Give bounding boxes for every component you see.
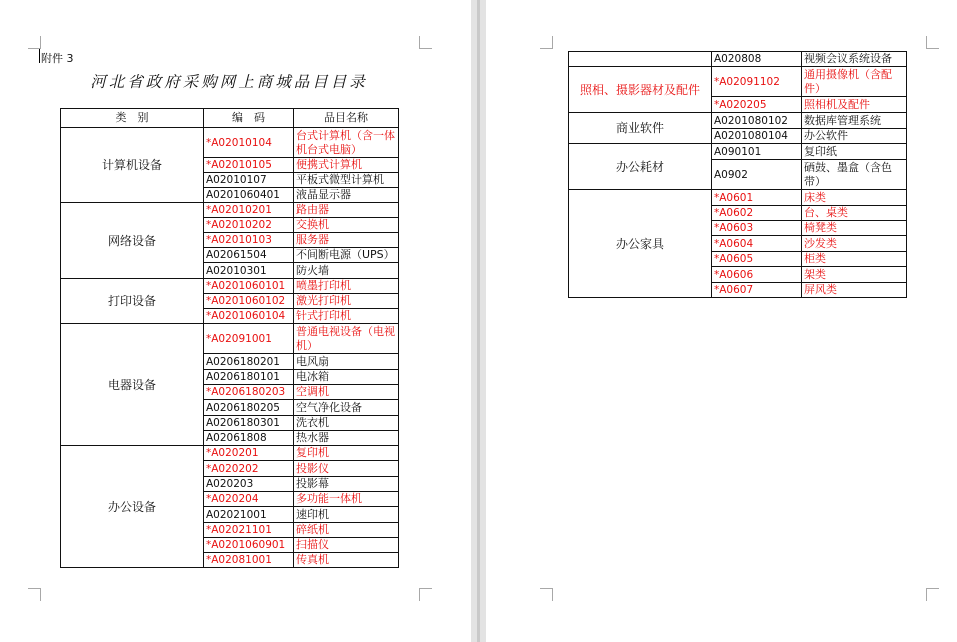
item-code-cell[interactable]: *A020202 [204, 461, 294, 477]
item-name-cell[interactable]: 投影幕 [294, 477, 399, 492]
item-name-cell[interactable]: 台、桌类 [802, 206, 907, 221]
item-name-cell[interactable]: 激光打印机 [294, 294, 399, 309]
crop-mark-bottom-right [419, 588, 432, 601]
category-cell[interactable]: 办公耗材 [569, 144, 712, 190]
table-row [61, 446, 399, 461]
header-code: 编 码 [204, 109, 294, 128]
header-item-name: 品目名称 [294, 109, 399, 128]
item-code-cell[interactable]: *A0604 [712, 236, 802, 252]
item-name-cell[interactable]: 不间断电源（UPS） [294, 248, 399, 263]
attachment-label[interactable]: 附件 3 [41, 52, 74, 65]
item-code-cell[interactable]: *A0605 [712, 252, 802, 267]
item-name-cell[interactable]: 台式计算机（含一体机台式电脑） [294, 128, 399, 158]
table-row [569, 190, 907, 206]
item-code-cell[interactable]: A0206180201 [204, 354, 294, 370]
category-cell[interactable]: 计算机设备 [61, 128, 204, 203]
item-name-cell[interactable]: 办公软件 [802, 129, 907, 144]
item-name-cell[interactable]: 多功能一体机 [294, 492, 399, 507]
item-code-cell[interactable]: *A02010105 [204, 158, 294, 173]
item-name-cell[interactable]: 硒鼓、墨盒（含色带） [802, 160, 907, 190]
item-code-cell[interactable]: A02010107 [204, 173, 294, 188]
item-code-cell[interactable]: *A02091001 [204, 324, 294, 354]
item-code-cell[interactable]: A0206180301 [204, 416, 294, 431]
item-code-cell[interactable]: *A0601 [712, 190, 802, 206]
item-code-cell[interactable]: *A0201060901 [204, 538, 294, 553]
crop-mark-top-right [419, 36, 432, 49]
page-divider [477, 0, 480, 642]
category-cell[interactable]: 照相、摄影器材及配件 [569, 67, 712, 113]
crop-mark-top-left [540, 36, 553, 49]
item-name-cell[interactable]: 扫描仪 [294, 538, 399, 553]
item-name-cell[interactable]: 速印机 [294, 507, 399, 523]
item-code-cell[interactable]: *A020204 [204, 492, 294, 507]
item-code-cell[interactable]: *A02010201 [204, 203, 294, 218]
item-name-cell[interactable]: 洗衣机 [294, 416, 399, 431]
item-code-cell[interactable]: A0206180205 [204, 400, 294, 416]
table-row [61, 128, 399, 158]
item-name-cell[interactable]: 碎纸机 [294, 523, 399, 538]
category-cell[interactable]: 商业软件 [569, 113, 712, 144]
item-name-cell[interactable]: 椅凳类 [802, 221, 907, 236]
item-name-cell[interactable]: 照相机及配件 [802, 97, 907, 113]
item-code-cell[interactable]: A0206180101 [204, 370, 294, 385]
item-name-cell[interactable]: 针式打印机 [294, 309, 399, 324]
category-cell[interactable]: 办公家具 [569, 190, 712, 298]
category-cell[interactable]: 网络设备 [61, 203, 204, 279]
item-code-cell[interactable]: A020808 [712, 52, 802, 67]
item-code-cell[interactable]: *A02010103 [204, 233, 294, 248]
crop-mark-bottom-left [28, 588, 41, 601]
text-cursor [39, 49, 40, 63]
item-name-cell[interactable]: 复印纸 [802, 144, 907, 160]
item-code-cell[interactable]: *A020205 [712, 97, 802, 113]
crop-mark-bottom-right [926, 588, 939, 601]
item-code-cell[interactable]: *A02010202 [204, 218, 294, 233]
item-name-cell[interactable]: 屏风类 [802, 283, 907, 298]
table-row [61, 324, 399, 354]
table-row [61, 279, 399, 294]
item-name-cell[interactable]: 通用摄像机（含配件） [802, 67, 907, 97]
catalog-table-page-1 [60, 108, 399, 568]
item-name-cell[interactable]: 服务器 [294, 233, 399, 248]
item-code-cell[interactable]: A02021001 [204, 507, 294, 523]
category-cell[interactable]: 办公设备 [61, 446, 204, 568]
item-code-cell[interactable]: A0201060401 [204, 188, 294, 203]
item-name-cell[interactable]: 热水器 [294, 431, 399, 446]
item-name-cell[interactable]: 空调机 [294, 385, 399, 400]
item-code-cell[interactable]: *A02091102 [712, 67, 802, 97]
item-name-cell[interactable]: 液晶显示器 [294, 188, 399, 203]
table-row [569, 113, 907, 129]
item-code-cell[interactable]: *A02081001 [204, 553, 294, 568]
item-code-cell[interactable]: *A0201060102 [204, 294, 294, 309]
item-code-cell[interactable]: A0201080102 [712, 113, 802, 129]
item-name-cell[interactable]: 投影仪 [294, 461, 399, 477]
item-code-cell[interactable]: *A0206180203 [204, 385, 294, 400]
item-name-cell[interactable]: 平板式微型计算机 [294, 173, 399, 188]
item-name-cell[interactable]: 架类 [802, 267, 907, 283]
table-row [569, 144, 907, 160]
item-code-cell[interactable]: A02010301 [204, 263, 294, 279]
item-code-cell[interactable]: *A0606 [712, 267, 802, 283]
item-name-cell[interactable]: 数据库管理系统 [802, 113, 907, 129]
item-name-cell[interactable]: 交换机 [294, 218, 399, 233]
item-name-cell[interactable]: 床类 [802, 190, 907, 206]
item-code-cell[interactable]: A02061808 [204, 431, 294, 446]
category-cell[interactable]: 电器设备 [61, 324, 204, 446]
crop-mark-top-left [28, 36, 41, 49]
item-name-cell[interactable]: 复印机 [294, 446, 399, 461]
item-name-cell[interactable]: 路由器 [294, 203, 399, 218]
header-category: 类 别 [61, 109, 204, 128]
item-code-cell[interactable]: *A0201060101 [204, 279, 294, 294]
crop-mark-bottom-left [540, 588, 553, 601]
document-title[interactable]: 河北省政府采购网上商城品目目录 [90, 73, 368, 91]
item-name-cell[interactable]: 空气净化设备 [294, 400, 399, 416]
item-name-cell[interactable]: 防火墙 [294, 263, 399, 279]
table-header-row [61, 109, 399, 128]
crop-mark-top-right [926, 36, 939, 49]
item-code-cell[interactable]: A090101 [712, 144, 802, 160]
table-row [569, 52, 907, 67]
item-name-cell[interactable]: 电风扇 [294, 354, 399, 370]
item-code-cell[interactable]: *A02010104 [204, 128, 294, 158]
item-code-cell[interactable]: A02061504 [204, 248, 294, 263]
item-code-cell[interactable]: *A020201 [204, 446, 294, 461]
item-name-cell[interactable]: 电冰箱 [294, 370, 399, 385]
item-code-cell[interactable]: *A0607 [712, 283, 802, 298]
category-cell[interactable]: 打印设备 [61, 279, 204, 324]
item-name-cell[interactable]: 喷墨打印机 [294, 279, 399, 294]
document-page-1 [0, 0, 471, 642]
item-code-cell[interactable]: *A0603 [712, 221, 802, 236]
catalog-table-page-2 [568, 51, 907, 298]
category-cell[interactable] [569, 52, 712, 67]
item-code-cell[interactable]: A0201080104 [712, 129, 802, 144]
item-name-cell[interactable]: 便携式计算机 [294, 158, 399, 173]
item-code-cell[interactable]: A020203 [204, 477, 294, 492]
table-row [61, 203, 399, 218]
item-name-cell[interactable]: 传真机 [294, 553, 399, 568]
item-code-cell[interactable]: *A0602 [712, 206, 802, 221]
item-code-cell[interactable]: A0902 [712, 160, 802, 190]
item-name-cell[interactable]: 普通电视设备（电视机） [294, 324, 399, 354]
item-code-cell[interactable]: *A0201060104 [204, 309, 294, 324]
item-name-cell[interactable]: 沙发类 [802, 236, 907, 252]
item-name-cell[interactable]: 视频会议系统设备 [802, 52, 907, 67]
item-name-cell[interactable]: 柜类 [802, 252, 907, 267]
item-code-cell[interactable]: *A02021101 [204, 523, 294, 538]
table-row [569, 67, 907, 97]
